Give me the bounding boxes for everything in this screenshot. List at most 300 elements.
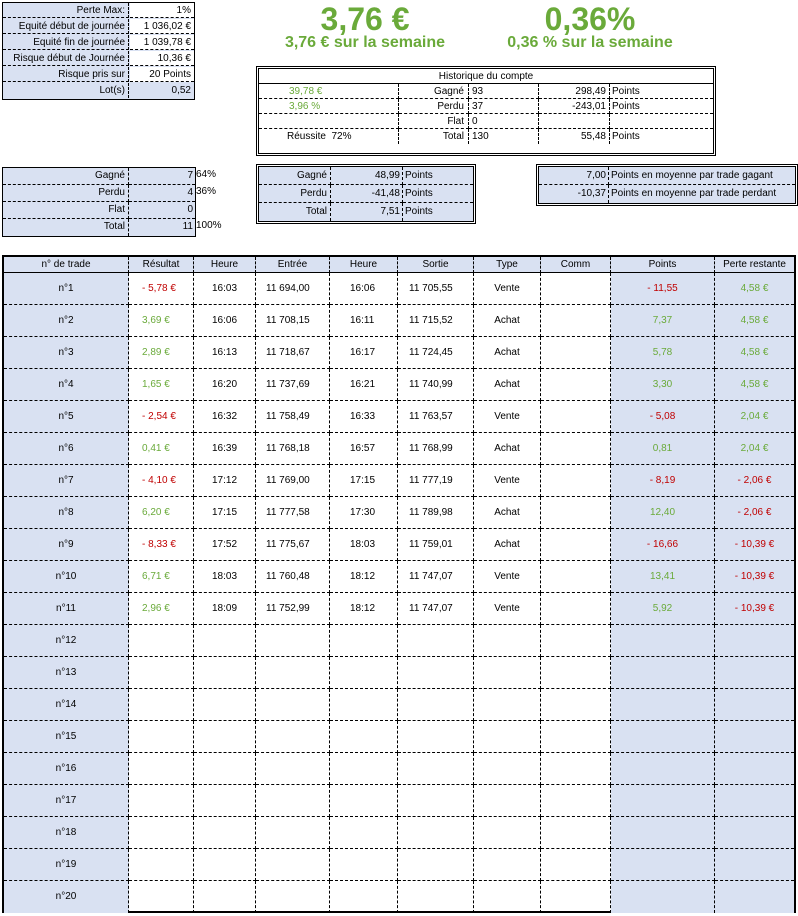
avg-won-value: 7,00 xyxy=(539,167,609,185)
param-value[interactable]: 1 036,02 € xyxy=(130,19,194,34)
comment-cell[interactable] xyxy=(541,305,611,337)
comment-cell[interactable] xyxy=(541,433,611,465)
trade-number-cell: n°17 xyxy=(4,785,129,817)
column-header[interactable]: Heure xyxy=(330,257,398,273)
exit-time-cell: 16:17 xyxy=(330,337,398,369)
param-label: Perte Max: xyxy=(3,3,129,18)
result-cell: 2,89 € xyxy=(129,337,194,369)
day-result-amount: 3,76 € xyxy=(320,1,410,37)
type-cell xyxy=(474,657,541,689)
comment-cell[interactable] xyxy=(541,849,611,881)
comment-cell[interactable] xyxy=(541,593,611,625)
param-value[interactable]: 1% xyxy=(130,3,194,18)
trade-number-cell: n°5 xyxy=(4,401,129,433)
trade-number-cell: n°14 xyxy=(4,689,129,721)
history-won-unit: Points xyxy=(610,84,713,99)
param-label: Lot(s) xyxy=(3,83,129,98)
table-row[interactable] xyxy=(4,465,794,497)
remaining-loss-cell: 4,58 € xyxy=(715,305,794,337)
avg-won-text: Points en moyenne par trade gagant xyxy=(609,167,795,185)
comment-cell[interactable] xyxy=(541,529,611,561)
exit-price-cell xyxy=(398,753,474,785)
result-cell xyxy=(129,785,194,817)
type-cell: Vente xyxy=(474,401,541,433)
trade-number-cell: n°13 xyxy=(4,657,129,689)
history-empty-cell xyxy=(610,114,713,129)
comment-cell[interactable] xyxy=(541,657,611,689)
type-cell xyxy=(474,849,541,881)
week-result-amount: 3,76 € sur la semaine xyxy=(284,34,446,51)
remaining-loss-cell: 4,58 € xyxy=(715,337,794,369)
count-won-value: 7 xyxy=(129,168,195,185)
history-empty-cell xyxy=(259,114,399,129)
exit-price-cell: 11 715,52 xyxy=(398,305,474,337)
points-total-unit: Points xyxy=(403,203,473,221)
trade-number-cell: n°10 xyxy=(4,561,129,593)
entry-price-cell: 11 708,15 xyxy=(256,305,330,337)
entry-time-cell: 17:12 xyxy=(194,465,256,497)
history-title: Historique du compte xyxy=(259,69,713,84)
entry-price-cell xyxy=(256,689,330,721)
type-cell: Vente xyxy=(474,273,541,305)
trade-number-cell: n°2 xyxy=(4,305,129,337)
exit-time-cell xyxy=(330,785,398,817)
exit-time-cell xyxy=(330,881,398,913)
trade-number-cell: n°4 xyxy=(4,369,129,401)
entry-price-cell: 11 694,00 xyxy=(256,273,330,305)
result-cell xyxy=(129,689,194,721)
entry-time-cell: 16:06 xyxy=(194,305,256,337)
table-row[interactable] xyxy=(4,657,794,689)
column-header[interactable]: Comm xyxy=(541,257,611,273)
entry-time-cell: 16:32 xyxy=(194,401,256,433)
comment-cell[interactable] xyxy=(541,497,611,529)
exit-time-cell xyxy=(330,657,398,689)
history-lost-points: -243,01 xyxy=(539,99,610,114)
result-cell xyxy=(129,721,194,753)
param-value[interactable]: 0,52 xyxy=(171,85,191,96)
remaining-loss-cell xyxy=(715,625,794,657)
week-result-percent: 0,36 % sur la semaine xyxy=(507,34,673,51)
entry-price-cell xyxy=(256,753,330,785)
table-row[interactable] xyxy=(4,625,794,657)
points-cell: 0,81 xyxy=(611,433,715,465)
table-row[interactable] xyxy=(4,689,794,721)
points-won-unit: Points xyxy=(403,167,473,185)
history-won-label: Gagné xyxy=(399,84,469,99)
entry-time-cell: 16:03 xyxy=(194,273,256,305)
history-total-count: 130 xyxy=(469,129,539,144)
history-lost-label: Perdu xyxy=(399,99,469,114)
count-won-percent: 64% xyxy=(196,169,217,180)
param-label: Risque pris sur xyxy=(3,67,129,82)
result-cell xyxy=(129,817,194,849)
entry-time-cell xyxy=(194,721,256,753)
param-value[interactable]: 1 039,78 € xyxy=(130,35,194,50)
exit-price-cell: 11 747,07 xyxy=(398,561,474,593)
remaining-loss-cell xyxy=(715,849,794,881)
table-row[interactable] xyxy=(4,433,794,465)
entry-time-cell xyxy=(194,657,256,689)
exit-time-cell: 17:15 xyxy=(330,465,398,497)
result-cell xyxy=(129,753,194,785)
history-gain-amount: 39,78 € xyxy=(259,84,399,99)
avg-lost-text: Points en moyenne par trade perdant xyxy=(609,185,795,203)
exit-price-cell: 11 777,19 xyxy=(398,465,474,497)
history-flat-label: Flat xyxy=(399,114,469,129)
column-header[interactable]: Entrée xyxy=(256,257,330,273)
remaining-loss-cell xyxy=(715,817,794,849)
type-cell: Achat xyxy=(474,369,541,401)
result-cell: - 8,33 € xyxy=(129,529,194,561)
table-row[interactable] xyxy=(4,497,794,529)
exit-price-cell: 11 724,45 xyxy=(398,337,474,369)
exit-time-cell: 16:06 xyxy=(330,273,398,305)
remaining-loss-cell xyxy=(715,881,794,913)
type-cell: Achat xyxy=(474,305,541,337)
points-cell: 7,37 xyxy=(611,305,715,337)
entry-price-cell: 11 777,58 xyxy=(256,497,330,529)
entry-time-cell xyxy=(194,753,256,785)
remaining-loss-cell xyxy=(715,657,794,689)
remaining-loss-cell xyxy=(715,721,794,753)
exit-price-cell: 11 763,57 xyxy=(398,401,474,433)
result-cell: - 2,54 € xyxy=(129,401,194,433)
history-lost-count: 37 xyxy=(469,99,539,114)
result-cell: - 5,78 € xyxy=(129,273,194,305)
points-summary-panel xyxy=(256,164,476,224)
entry-price-cell: 11 769,00 xyxy=(256,465,330,497)
exit-price-cell xyxy=(398,657,474,689)
result-cell: - 4,10 € xyxy=(129,465,194,497)
table-row[interactable] xyxy=(4,369,794,401)
points-cell xyxy=(611,657,715,689)
entry-price-cell xyxy=(256,625,330,657)
count-lost-label: Perdu xyxy=(3,185,129,202)
exit-time-cell xyxy=(330,625,398,657)
exit-time-cell: 16:11 xyxy=(330,305,398,337)
exit-price-cell: 11 747,07 xyxy=(398,593,474,625)
comment-cell[interactable] xyxy=(541,465,611,497)
entry-time-cell xyxy=(194,625,256,657)
entry-price-cell xyxy=(256,881,330,913)
exit-price-cell: 11 759,01 xyxy=(398,529,474,561)
column-header[interactable]: Résultat xyxy=(129,257,194,273)
entry-time-cell xyxy=(194,849,256,881)
remaining-loss-cell: - 10,39 € xyxy=(715,593,794,625)
table-row[interactable] xyxy=(4,817,794,849)
parameters-panel xyxy=(2,2,195,100)
comment-cell[interactable] xyxy=(541,721,611,753)
points-cell: 3,30 xyxy=(611,369,715,401)
table-row[interactable] xyxy=(4,785,794,817)
trade-number-cell: n°7 xyxy=(4,465,129,497)
count-total-label: Total xyxy=(3,219,129,236)
trade-number-cell: n°16 xyxy=(4,753,129,785)
entry-price-cell: 11 737,69 xyxy=(256,369,330,401)
table-row[interactable] xyxy=(4,881,794,913)
count-won-label: Gagné xyxy=(3,168,129,185)
column-header[interactable]: Points xyxy=(611,257,715,273)
points-lost-value: -41,48 xyxy=(331,185,403,203)
history-success-label: Réussite xyxy=(287,131,326,142)
avg-lost-value: -10,37 xyxy=(539,185,609,203)
exit-price-cell: 11 789,98 xyxy=(398,497,474,529)
exit-price-cell: 11 768,99 xyxy=(398,433,474,465)
trade-number-cell: n°19 xyxy=(4,849,129,881)
entry-price-cell xyxy=(256,785,330,817)
count-flat-label: Flat xyxy=(3,202,129,219)
points-total-label: Total xyxy=(259,203,331,221)
points-lost-unit: Points xyxy=(403,185,473,203)
table-row[interactable] xyxy=(4,561,794,593)
param-row xyxy=(3,67,194,83)
table-row[interactable] xyxy=(4,721,794,753)
entry-time-cell xyxy=(194,817,256,849)
points-cell: 5,78 xyxy=(611,337,715,369)
table-row[interactable] xyxy=(4,849,794,881)
points-cell: 5,92 xyxy=(611,593,715,625)
table-row[interactable] xyxy=(4,753,794,785)
entry-time-cell: 18:03 xyxy=(194,561,256,593)
comment-cell[interactable] xyxy=(541,401,611,433)
param-label: Equité fin de journée xyxy=(3,35,129,50)
entry-time-cell xyxy=(194,881,256,913)
exit-price-cell xyxy=(398,721,474,753)
entry-price-cell xyxy=(256,721,330,753)
history-won-points: 298,49 xyxy=(539,84,610,99)
trade-number-cell: n°18 xyxy=(4,817,129,849)
remaining-loss-cell: - 2,06 € xyxy=(715,465,794,497)
type-cell: Vente xyxy=(474,561,541,593)
comment-cell[interactable] xyxy=(541,881,611,913)
param-row xyxy=(3,35,194,51)
entry-price-cell: 11 752,99 xyxy=(256,593,330,625)
entry-price-cell xyxy=(256,817,330,849)
comment-cell[interactable] xyxy=(541,273,611,305)
table-row[interactable] xyxy=(4,401,794,433)
comment-cell[interactable] xyxy=(541,369,611,401)
table-row[interactable] xyxy=(4,593,794,625)
exit-time-cell: 18:03 xyxy=(330,529,398,561)
history-lost-unit: Points xyxy=(610,99,713,114)
exit-time-cell xyxy=(330,849,398,881)
comment-cell[interactable] xyxy=(541,337,611,369)
type-cell xyxy=(474,625,541,657)
type-cell: Achat xyxy=(474,337,541,369)
points-cell xyxy=(611,817,715,849)
trade-number-cell: n°3 xyxy=(4,337,129,369)
count-lost-percent: 36% xyxy=(196,186,217,197)
exit-price-cell xyxy=(398,817,474,849)
entry-time-cell: 18:09 xyxy=(194,593,256,625)
history-flat-count: 0 xyxy=(469,114,539,129)
result-cell xyxy=(129,625,194,657)
entry-time-cell: 17:52 xyxy=(194,529,256,561)
result-cell: 2,96 € xyxy=(129,593,194,625)
param-value[interactable]: 10,36 € xyxy=(130,51,194,66)
history-total-label: Total xyxy=(399,129,469,144)
points-won-value: 48,99 xyxy=(331,167,403,185)
entry-time-cell: 17:15 xyxy=(194,497,256,529)
type-cell xyxy=(474,817,541,849)
param-row xyxy=(3,3,194,19)
trade-number-cell: n°15 xyxy=(4,721,129,753)
count-total-value: 11 xyxy=(129,219,195,236)
exit-price-cell: 11 705,55 xyxy=(398,273,474,305)
column-header[interactable]: Type xyxy=(474,257,541,273)
exit-time-cell xyxy=(330,817,398,849)
entry-time-cell: 16:13 xyxy=(194,337,256,369)
table-row[interactable] xyxy=(4,529,794,561)
param-row xyxy=(3,51,194,67)
trade-number-cell: n°1 xyxy=(4,273,129,305)
table-row[interactable] xyxy=(4,305,794,337)
remaining-loss-cell xyxy=(715,689,794,721)
type-cell: Achat xyxy=(474,497,541,529)
comment-cell[interactable] xyxy=(541,625,611,657)
exit-price-cell xyxy=(398,625,474,657)
type-cell: Achat xyxy=(474,529,541,561)
exit-time-cell: 18:12 xyxy=(330,561,398,593)
entry-price-cell: 11 775,67 xyxy=(256,529,330,561)
average-points-panel xyxy=(536,164,798,206)
exit-price-cell xyxy=(398,785,474,817)
type-cell xyxy=(474,689,541,721)
remaining-loss-cell: - 10,39 € xyxy=(715,529,794,561)
exit-price-cell xyxy=(398,849,474,881)
entry-price-cell: 11 758,49 xyxy=(256,401,330,433)
exit-time-cell: 16:33 xyxy=(330,401,398,433)
exit-price-cell: 11 740,99 xyxy=(398,369,474,401)
history-success-value: 72% xyxy=(331,131,352,142)
param-value[interactable]: 20 Points xyxy=(130,67,194,82)
column-header[interactable]: Heure xyxy=(194,257,256,273)
day-result-percent: 0,36% xyxy=(544,1,636,37)
trade-number-cell: n°12 xyxy=(4,625,129,657)
entry-price-cell: 11 768,18 xyxy=(256,433,330,465)
comment-cell[interactable] xyxy=(541,785,611,817)
remaining-loss-cell xyxy=(715,753,794,785)
points-cell xyxy=(611,849,715,881)
remaining-loss-cell: - 10,39 € xyxy=(715,561,794,593)
points-cell: - 5,08 xyxy=(611,401,715,433)
count-lost-value: 4 xyxy=(129,185,195,202)
type-cell xyxy=(474,753,541,785)
points-cell xyxy=(611,689,715,721)
history-total-points: 55,48 xyxy=(539,129,610,144)
type-cell xyxy=(474,881,541,913)
entry-time-cell xyxy=(194,689,256,721)
result-cell: 0,41 € xyxy=(129,433,194,465)
result-cell: 6,20 € xyxy=(129,497,194,529)
result-cell: 3,69 € xyxy=(129,305,194,337)
type-cell: Vente xyxy=(474,465,541,497)
trade-number-cell: n°11 xyxy=(4,593,129,625)
entry-time-cell: 16:20 xyxy=(194,369,256,401)
result-cell: 1,65 € xyxy=(129,369,194,401)
points-cell: 12,40 xyxy=(611,497,715,529)
points-cell xyxy=(611,721,715,753)
entry-price-cell: 11 760,48 xyxy=(256,561,330,593)
type-cell xyxy=(474,785,541,817)
count-total-percent: 100% xyxy=(196,220,222,231)
exit-time-cell: 18:12 xyxy=(330,593,398,625)
history-success-rate xyxy=(259,129,399,144)
account-history-panel xyxy=(256,66,716,156)
entry-time-cell: 16:39 xyxy=(194,433,256,465)
table-row[interactable] xyxy=(4,337,794,369)
comment-cell[interactable] xyxy=(541,753,611,785)
trade-count-panel xyxy=(2,167,196,237)
table-row[interactable] xyxy=(4,273,794,305)
points-cell xyxy=(611,785,715,817)
trade-number-cell: n°20 xyxy=(4,881,129,913)
entry-time-cell xyxy=(194,785,256,817)
comment-cell[interactable] xyxy=(541,817,611,849)
points-cell: 13,41 xyxy=(611,561,715,593)
column-header[interactable]: n° de trade xyxy=(4,257,129,273)
exit-time-cell xyxy=(330,753,398,785)
history-total-unit: Points xyxy=(612,131,640,142)
points-cell xyxy=(611,625,715,657)
remaining-loss-cell: 4,58 € xyxy=(715,273,794,305)
type-cell xyxy=(474,721,541,753)
points-cell xyxy=(611,881,715,913)
history-won-count: 93 xyxy=(469,84,539,99)
exit-price-cell xyxy=(398,689,474,721)
result-cell xyxy=(129,657,194,689)
trade-number-cell: n°6 xyxy=(4,433,129,465)
count-flat-value: 0 xyxy=(129,202,195,219)
trade-number-cell: n°8 xyxy=(4,497,129,529)
column-header[interactable]: Sortie xyxy=(398,257,474,273)
trades-table xyxy=(2,255,796,913)
points-won-label: Gagné xyxy=(259,167,331,185)
exit-price-cell xyxy=(398,881,474,913)
remaining-loss-cell: 2,04 € xyxy=(715,401,794,433)
result-cell: 6,71 € xyxy=(129,561,194,593)
type-cell: Achat xyxy=(474,433,541,465)
entry-price-cell xyxy=(256,657,330,689)
column-header[interactable]: Perte restante xyxy=(715,257,794,273)
comment-cell[interactable] xyxy=(541,689,611,721)
trade-number-cell: n°9 xyxy=(4,529,129,561)
exit-time-cell: 16:21 xyxy=(330,369,398,401)
param-label: Risque début de Journée xyxy=(3,51,129,66)
remaining-loss-cell: 4,58 € xyxy=(715,369,794,401)
param-row xyxy=(3,83,194,99)
param-row xyxy=(3,19,194,35)
points-cell: - 11,55 xyxy=(611,273,715,305)
history-gain-percent: 3,96 % xyxy=(259,99,399,114)
type-cell: Vente xyxy=(474,593,541,625)
points-cell: - 16,66 xyxy=(611,529,715,561)
comment-cell[interactable] xyxy=(541,561,611,593)
remaining-loss-cell: 2,04 € xyxy=(715,433,794,465)
param-label: Equité début de journée xyxy=(3,19,129,34)
entry-price-cell: 11 718,67 xyxy=(256,337,330,369)
remaining-loss-cell xyxy=(715,785,794,817)
entry-price-cell xyxy=(256,849,330,881)
history-empty-cell xyxy=(539,114,610,129)
exit-time-cell xyxy=(330,721,398,753)
exit-time-cell: 16:57 xyxy=(330,433,398,465)
result-cell xyxy=(129,881,194,913)
points-lost-label: Perdu xyxy=(259,185,331,203)
remaining-loss-cell: - 2,06 € xyxy=(715,497,794,529)
points-cell xyxy=(611,753,715,785)
